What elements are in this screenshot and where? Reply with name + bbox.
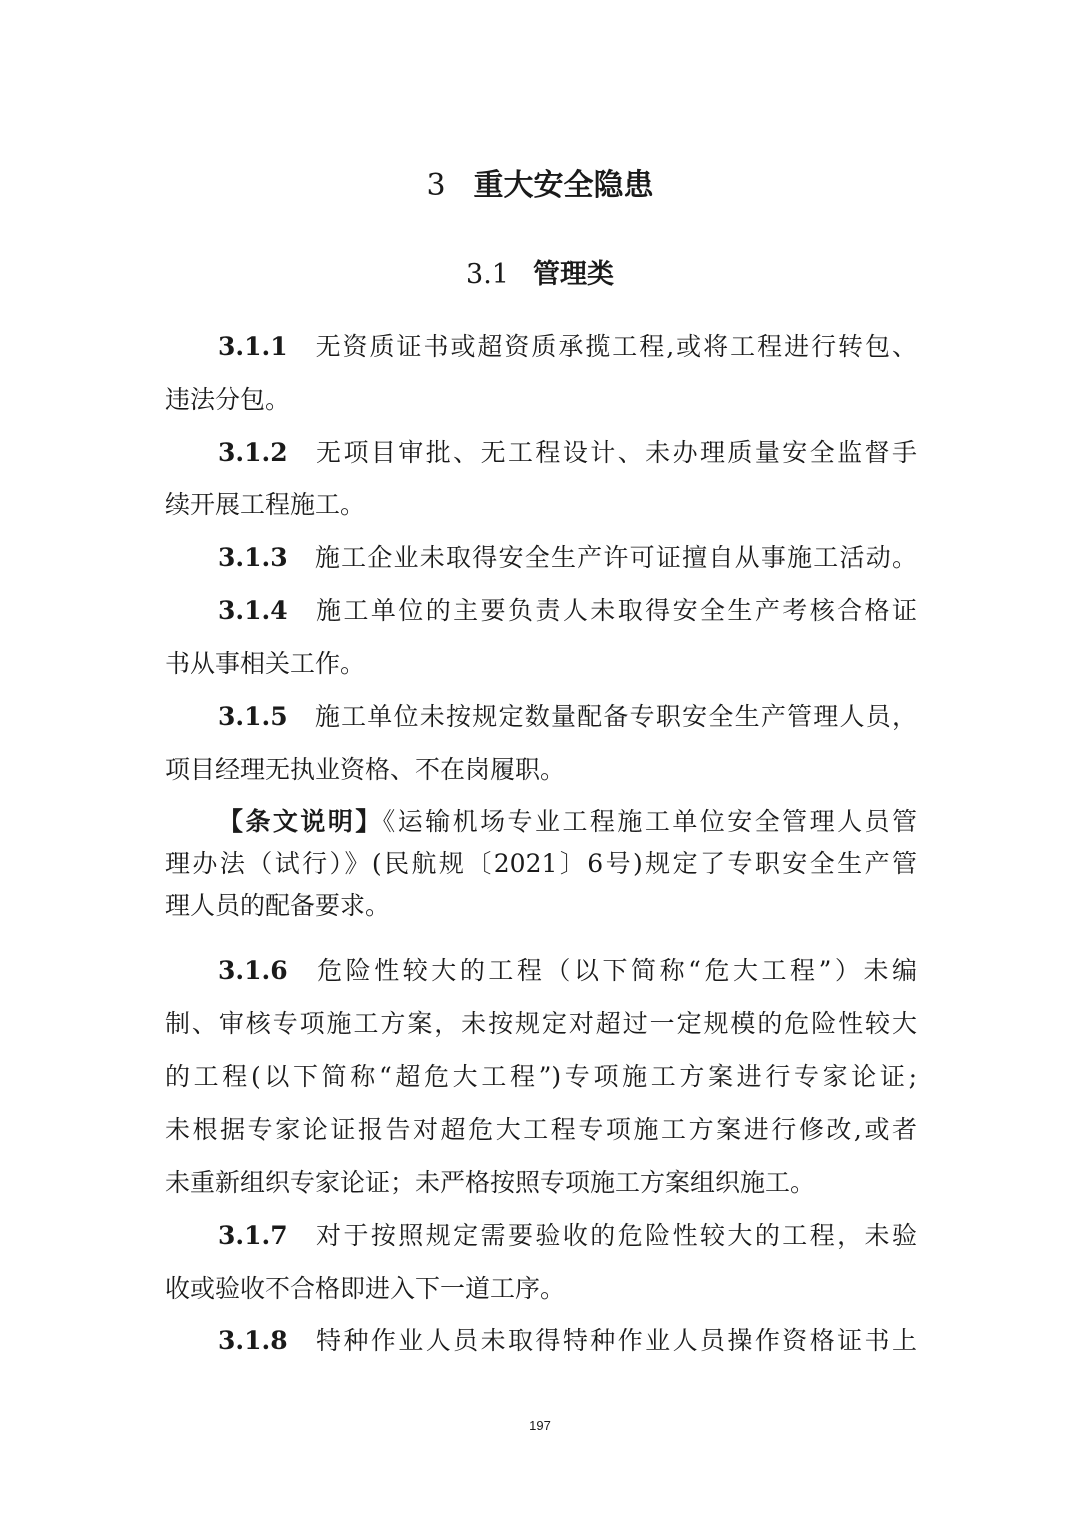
item-3-1-1-line: 违法分包。 [165, 385, 291, 414]
clause-note-label: 【条文说明】 [218, 807, 383, 836]
item-number: 3.1.5 [218, 702, 288, 731]
item-3-1-6-line: 未根据专家论证报告对超危大工程专项施工方案进行修改,或者 [165, 1115, 917, 1144]
page-number: 197 [529, 1418, 551, 1433]
item-text: 无项目审批、无工程设计、未办理质量安全监督手 [313, 438, 917, 467]
item-number: 3.1.2 [218, 438, 288, 467]
item-text: 对于按照规定需要验收的危险性较大的工程，未验 [313, 1221, 917, 1250]
item-number: 3.1.8 [218, 1326, 288, 1355]
chapter-number: 3 [426, 168, 446, 203]
item-number: 3.1.4 [218, 596, 288, 625]
item-3-1-4-line: 书从事相关工作。 [165, 649, 366, 678]
section-heading [0, 252, 1080, 291]
item-number: 3.1.7 [218, 1221, 288, 1250]
item-text: 危险性较大的工程（以下简称“危大工程”）未编 [313, 956, 917, 985]
section-number: 3.1 [466, 259, 509, 290]
item-3-1-7-line: 收或验收不合格即进入下一道工序。 [165, 1274, 566, 1303]
clause-note-line [218, 802, 917, 842]
item-number: 3.1.6 [218, 956, 288, 985]
item-3-1-8-line [218, 1321, 917, 1361]
clause-note-text: 《运输机场专业工程施工单位安全管理人员管 [382, 807, 917, 836]
item-3-1-6-line [218, 951, 917, 991]
item-3-1-4-line [218, 591, 917, 631]
item-3-1-5-line [218, 697, 917, 737]
item-3-1-6-line: 未重新组织专家论证；未严格按照专项施工方案组织施工。 [165, 1168, 816, 1197]
clause-note-line: 理办法（试行）》(民航规〔2021〕6号)规定了专职安全生产管 [165, 849, 917, 878]
item-3-1-1-line [218, 327, 917, 367]
section-title: 管理类 [532, 259, 614, 290]
item-text: 施工企业未取得安全生产许可证擅自从事施工活动。 [313, 543, 917, 572]
chapter-title: 重大安全隐患 [473, 168, 654, 203]
item-text: 无资质证书或超资质承揽工程,或将工程进行转包、 [313, 332, 917, 361]
item-3-1-5-line: 项目经理无执业资格、不在岗履职。 [165, 755, 566, 784]
item-text: 特种作业人员未取得特种作业人员操作资格证书上 [313, 1326, 917, 1355]
item-3-1-6-line: 制、审核专项施工方案，未按规定对超过一定规模的危险性较大 [165, 1009, 917, 1038]
item-text: 施工单位的主要负责人未取得安全生产考核合格证 [313, 596, 917, 625]
item-3-1-6-line: 的工程(以下简称“超危大工程”)专项施工方案进行专家论证; [165, 1062, 917, 1091]
item-number: 3.1.3 [218, 543, 288, 572]
clause-note-line: 理人员的配备要求。 [165, 891, 391, 920]
item-text: 施工单位未按规定数量配备专职安全生产管理人员， [313, 702, 917, 731]
item-3-1-7-line [218, 1216, 917, 1256]
item-3-1-3-line [218, 538, 917, 578]
item-number: 3.1.1 [218, 332, 288, 361]
chapter-heading [0, 160, 1080, 204]
item-3-1-2-line: 续开展工程施工。 [165, 490, 366, 519]
item-3-1-2-line [218, 433, 917, 473]
